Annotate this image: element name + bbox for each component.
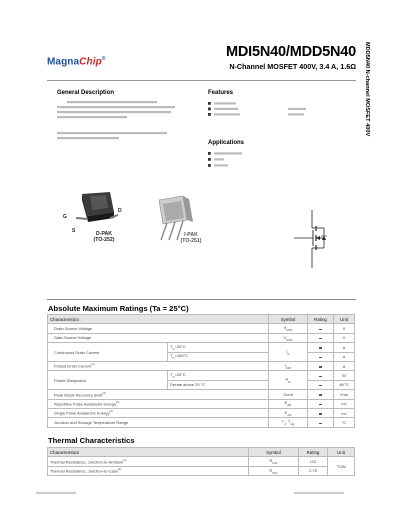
dpak-label [82,231,126,243]
page-footer [36,491,366,497]
thermal-col-unit: Unit [328,448,355,457]
row-condition: $T_C=25^\circ C$ [168,343,269,352]
thermal-header-row [48,448,355,457]
row-symbol: $R_{\theta JA}$ [249,457,299,466]
dpak-pin-s: S [72,228,76,234]
row-unit: V/ns [334,390,355,399]
row-rating [308,390,334,399]
row-rating [308,361,334,370]
part-subtitle: N-Channel MOSFET 400V, 3.4 A, 1.6Ω [229,62,356,71]
row-unit: V [334,324,355,333]
row-rating [308,380,334,389]
table-row [48,333,355,342]
dpak-package-icon [60,188,130,236]
row-unit: V [334,333,355,342]
row-label: Drain-Source Voltage [48,324,269,333]
row-rating [308,333,334,342]
applications-heading: Applications [208,140,245,146]
thermal-table [47,447,355,476]
abs-max-col-rating: Rating [308,315,334,324]
row-symbol: $I_{DM}$ [269,361,308,370]
part-number-title: MDI5N40/MDD5N40 [226,44,356,60]
row-label: Gate-Source Voltage [48,333,269,342]
logo-chip-text: Chip [79,56,102,68]
thermal-col-rating: Rating [299,448,328,457]
row-condition: $T_C=100^\circ C$ [168,352,269,361]
side-vertical-text: MDD5N40 N-channel MOSFET 400V [364,42,370,137]
row-label: Thermal Resistance, Junction-to-Case$^{(1)}$ [48,466,249,475]
thermal-col-symbol: Symbol [249,448,299,457]
row-unit: mJ [334,399,355,408]
ipak-label [168,232,214,244]
row-label: Peak Diode Recovery $dv/dt^{(3)}$ [48,390,269,399]
general-description-heading: General Description [57,90,115,96]
features-list [208,102,318,122]
row-rating [308,418,334,427]
row-label: Continuous Drain Current [48,343,168,362]
abs-max-table [47,314,355,428]
logo-magna-text: Magna [47,56,80,68]
row-label: Power Dissipation [48,371,168,390]
dpak-name: D-PAK [95,231,113,237]
dpak-pin-g: G [63,214,67,220]
row-rating: 110 [299,457,328,466]
ipak-code: (TO-251) [180,238,202,244]
row-rating [308,352,334,361]
row-symbol: $R_{\theta JC}$ [249,466,299,475]
row-rating [308,343,334,352]
dpak-code: (TO-252) [93,237,115,243]
abs-max-title: Absolute Maximum Ratings (Ta = 25°C) [48,304,189,313]
row-unit: A [334,352,355,361]
row-label: Pulsed Drain Current$^{(1)}$ [48,361,269,370]
row-rating [308,399,334,408]
row-symbol: $E_{AR}$ [269,399,308,408]
row-symbol: $E_{AS}$ [269,408,308,417]
row-unit: A [334,361,355,370]
abs-max-col-characteristics: Characteristics [48,315,269,324]
ipak-name: I-PAK [184,232,198,238]
header-divider [47,80,356,81]
row-unit: mJ [334,408,355,417]
row-condition: $T_C=25^\circ C$ [168,371,269,380]
mosfet-schematic-icon [290,200,340,280]
row-rating [308,324,334,333]
row-rating [308,371,334,380]
row-condition: Derate above 25 °C [168,380,269,389]
table-row [48,390,355,399]
abs-max-col-unit: Unit [334,315,355,324]
dpak-pin-d: D [118,208,122,214]
package-divider [47,299,356,300]
row-symbol: $V_{GSS}$ [269,333,308,342]
table-row [48,457,355,466]
side-vertical-label [358,42,372,170]
row-rating [308,408,334,417]
table-row [48,361,355,370]
thermal-title: Thermal Characteristics [48,436,135,445]
abs-max-col-symbol: Symbol [269,315,308,324]
features-heading: Features [208,90,234,96]
logo-registered-mark: ® [101,56,106,62]
general-description-lines [57,101,187,151]
row-unit: W [334,371,355,380]
row-label: Thermal Resistance, Junction-to-Ambient$^{(1)}$ [48,457,249,466]
table-row [48,418,355,427]
row-symbol: $P_D$ [269,371,308,390]
thermal-col-characteristics: Characteristics [48,448,249,457]
table-row [48,466,355,475]
row-label: Single Pulse Avalanche Energy$^{(4)}$ [48,408,269,417]
row-unit: A [334,343,355,352]
row-unit: W/°C [334,380,355,389]
row-symbol: $T_J$, $T_{stg}$ [269,418,308,427]
abs-max-header-row [48,315,355,324]
row-symbol: $V_{DSS}$ [269,324,308,333]
table-row [48,408,355,417]
row-label: Junction and Storage Temperature Range [48,418,269,427]
row-symbol: $I_D$ [269,343,308,362]
row-symbol: Dv/dt [269,390,308,399]
row-unit: °C/W [328,457,355,476]
table-row [48,324,355,333]
applications-list [208,152,268,172]
row-label: Repetitive Pulse Avalanche Energy$^{(1)}$ [48,399,269,408]
magnachip-logo [47,56,106,67]
table-row [48,371,355,380]
table-row [48,343,355,352]
row-rating: 2.75 [299,466,328,475]
row-unit: °C [334,418,355,427]
table-row [48,399,355,408]
